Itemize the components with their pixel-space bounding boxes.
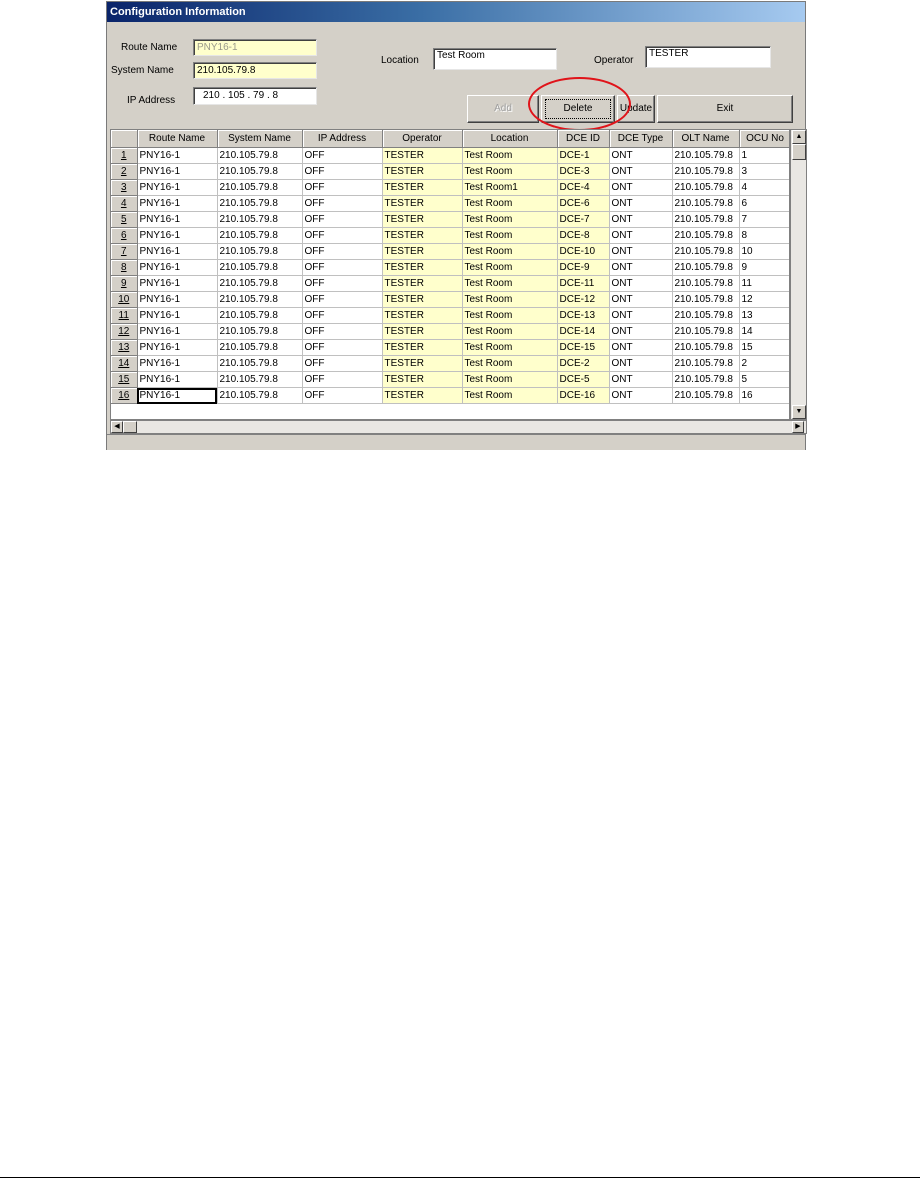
row-number[interactable]: 8 xyxy=(111,260,137,276)
table-cell-operator[interactable]: TESTER xyxy=(382,148,462,164)
table-cell-system[interactable]: 210.105.79.8 xyxy=(217,228,302,244)
table-cell-route[interactable]: PNY16-1 xyxy=(137,372,217,388)
table-cell-location[interactable]: Test Room xyxy=(462,340,557,356)
table-cell-route[interactable]: PNY16-1 xyxy=(137,180,217,196)
table-cell-ocu[interactable]: 7 xyxy=(739,212,790,228)
table-cell-dce-type[interactable]: ONT xyxy=(609,180,672,196)
table-cell-ip[interactable]: OFF xyxy=(302,388,382,404)
table-cell-dce-type[interactable]: ONT xyxy=(609,356,672,372)
table-cell-location[interactable]: Test Room xyxy=(462,228,557,244)
col-header[interactable]: Route Name xyxy=(137,130,217,148)
table-cell-dce-id[interactable]: DCE-7 xyxy=(557,212,609,228)
table-row[interactable] xyxy=(111,180,790,196)
col-header[interactable]: DCE Type xyxy=(609,130,672,148)
table-cell-dce-id[interactable]: DCE-6 xyxy=(557,196,609,212)
table-cell-operator[interactable]: TESTER xyxy=(382,260,462,276)
table-cell-operator[interactable]: TESTER xyxy=(382,228,462,244)
table-cell-system[interactable]: 210.105.79.8 xyxy=(217,356,302,372)
table-cell-dce-type[interactable]: ONT xyxy=(609,388,672,404)
table-cell-location[interactable]: Test Room xyxy=(462,196,557,212)
row-number[interactable]: 13 xyxy=(111,340,137,356)
table-cell-dce-type[interactable]: ONT xyxy=(609,244,672,260)
table-cell-system[interactable]: 210.105.79.8 xyxy=(217,324,302,340)
row-number[interactable]: 9 xyxy=(111,276,137,292)
arrow-left-icon[interactable]: ◀ xyxy=(111,421,123,433)
table-cell-ocu[interactable]: 2 xyxy=(739,356,790,372)
operator-label: Operator xyxy=(594,55,634,66)
col-header[interactable]: IP Address xyxy=(302,130,382,148)
arrow-down-icon[interactable]: ▼ xyxy=(792,405,806,419)
table-cell-olt[interactable]: 210.105.79.8 xyxy=(672,308,739,324)
table-cell-system[interactable]: 210.105.79.8 xyxy=(217,292,302,308)
table-cell-ip[interactable]: OFF xyxy=(302,340,382,356)
table-row[interactable] xyxy=(111,196,790,212)
table-cell-route[interactable]: PNY16-1 xyxy=(137,260,217,276)
arrow-up-icon[interactable]: ▲ xyxy=(792,130,806,144)
table-cell-location[interactable]: Test Room xyxy=(462,356,557,372)
table-cell-dce-id[interactable]: DCE-3 xyxy=(557,164,609,180)
table-cell-route[interactable]: PNY16-1 xyxy=(137,356,217,372)
table-cell-route[interactable]: PNY16-1 xyxy=(137,228,217,244)
col-header[interactable]: OLT Name xyxy=(672,130,739,148)
table-cell-system[interactable]: 210.105.79.8 xyxy=(217,260,302,276)
table-cell-system[interactable]: 210.105.79.8 xyxy=(217,276,302,292)
table-cell-dce-id[interactable]: DCE-13 xyxy=(557,308,609,324)
table-cell-location[interactable]: Test Room xyxy=(462,276,557,292)
col-header[interactable]: DCE ID xyxy=(557,130,609,148)
table-cell-ocu[interactable]: 12 xyxy=(739,292,790,308)
table-cell-dce-type[interactable]: ONT xyxy=(609,164,672,180)
table-cell-dce-type[interactable]: ONT xyxy=(609,212,672,228)
table-cell-dce-id[interactable]: DCE-1 xyxy=(557,148,609,164)
scroll-thumb[interactable] xyxy=(123,421,137,433)
horizontal-scrollbar[interactable] xyxy=(110,420,807,434)
table-cell-operator[interactable]: TESTER xyxy=(382,244,462,260)
table-cell-system[interactable]: 210.105.79.8 xyxy=(217,196,302,212)
table-cell-operator[interactable]: TESTER xyxy=(382,180,462,196)
table-cell-ocu[interactable]: 11 xyxy=(739,276,790,292)
table-row[interactable] xyxy=(111,260,790,276)
table-cell-dce-type[interactable]: ONT xyxy=(609,292,672,308)
table-cell-system[interactable]: 210.105.79.8 xyxy=(217,340,302,356)
col-header[interactable]: System Name xyxy=(217,130,302,148)
table-header-row xyxy=(111,130,790,148)
table-row[interactable] xyxy=(111,340,790,356)
table-cell-olt[interactable]: 210.105.79.8 xyxy=(672,276,739,292)
table-cell-location[interactable]: Test Room xyxy=(462,164,557,180)
table-cell-ip[interactable]: OFF xyxy=(302,356,382,372)
table-cell-operator[interactable]: TESTER xyxy=(382,276,462,292)
row-number[interactable]: 1 xyxy=(111,148,137,164)
arrow-right-icon[interactable]: ▶ xyxy=(792,421,804,433)
table-cell-olt[interactable]: 210.105.79.8 xyxy=(672,148,739,164)
table-cell-operator[interactable]: TESTER xyxy=(382,196,462,212)
row-number[interactable]: 11 xyxy=(111,308,137,324)
row-number[interactable]: 2 xyxy=(111,164,137,180)
table-cell-operator[interactable]: TESTER xyxy=(382,212,462,228)
table-cell-operator[interactable]: TESTER xyxy=(382,388,462,404)
table-cell-system[interactable]: 210.105.79.8 xyxy=(217,244,302,260)
table-cell-dce-type[interactable]: ONT xyxy=(609,276,672,292)
table-cell-ocu[interactable]: 13 xyxy=(739,308,790,324)
config-window xyxy=(106,1,806,450)
table-cell-operator[interactable]: TESTER xyxy=(382,308,462,324)
table-cell-system[interactable]: 210.105.79.8 xyxy=(217,212,302,228)
table-cell-dce-id[interactable]: DCE-11 xyxy=(557,276,609,292)
table-cell-dce-id[interactable]: DCE-14 xyxy=(557,324,609,340)
table-cell-ocu[interactable]: 9 xyxy=(739,260,790,276)
exit-button[interactable]: Exit xyxy=(657,95,793,123)
table-cell-olt[interactable]: 210.105.79.8 xyxy=(672,260,739,276)
table-cell-olt[interactable]: 210.105.79.8 xyxy=(672,388,739,404)
table-cell-location[interactable]: Test Room xyxy=(462,244,557,260)
row-number[interactable]: 10 xyxy=(111,292,137,308)
col-header[interactable]: Location xyxy=(462,130,557,148)
add-button[interactable]: Add xyxy=(467,95,539,123)
table-cell-olt[interactable]: 210.105.79.8 xyxy=(672,356,739,372)
config-table[interactable] xyxy=(110,129,790,420)
table-cell-system[interactable]: 210.105.79.8 xyxy=(217,164,302,180)
table-cell-ip[interactable]: OFF xyxy=(302,308,382,324)
table-cell-location[interactable]: Test Room xyxy=(462,324,557,340)
table-cell-route[interactable]: PNY16-1 xyxy=(137,244,217,260)
table-cell-location[interactable]: Test Room xyxy=(462,388,557,404)
table-cell-route[interactable]: PNY16-1 xyxy=(137,212,217,228)
row-number[interactable]: 15 xyxy=(111,372,137,388)
window-title: Configuration Information xyxy=(107,2,805,22)
table-cell-ip[interactable]: OFF xyxy=(302,212,382,228)
table-cell-ocu[interactable]: 16 xyxy=(739,388,790,404)
table-cell-dce-id[interactable]: DCE-8 xyxy=(557,228,609,244)
table-cell-ocu[interactable]: 5 xyxy=(739,372,790,388)
table-cell-route[interactable]: PNY16-1 xyxy=(137,388,217,404)
corner-cell xyxy=(111,130,137,148)
table-cell-route[interactable]: PNY16-1 xyxy=(137,148,217,164)
table-cell-dce-type[interactable]: ONT xyxy=(609,340,672,356)
table-cell-dce-id[interactable]: DCE-16 xyxy=(557,388,609,404)
table-cell-route[interactable]: PNY16-1 xyxy=(137,292,217,308)
table-cell-olt[interactable]: 210.105.79.8 xyxy=(672,324,739,340)
table-cell-olt[interactable]: 210.105.79.8 xyxy=(672,292,739,308)
system-name-field[interactable]: 210.105.79.8 xyxy=(193,62,317,79)
table-cell-ip[interactable]: OFF xyxy=(302,292,382,308)
table-cell-location[interactable]: Test Room1 xyxy=(462,180,557,196)
table-cell-location[interactable]: Test Room xyxy=(462,292,557,308)
row-number[interactable]: 7 xyxy=(111,244,137,260)
table-cell-ocu[interactable]: 4 xyxy=(739,180,790,196)
table-row[interactable] xyxy=(111,212,790,228)
row-number[interactable]: 16 xyxy=(111,388,137,404)
table-row[interactable] xyxy=(111,228,790,244)
table-cell-ocu[interactable]: 8 xyxy=(739,228,790,244)
table-row[interactable] xyxy=(111,356,790,372)
table-cell-operator[interactable]: TESTER xyxy=(382,372,462,388)
table-cell-ip[interactable]: OFF xyxy=(302,228,382,244)
row-number[interactable]: 14 xyxy=(111,356,137,372)
table-cell-ocu[interactable]: 15 xyxy=(739,340,790,356)
table-cell-dce-id[interactable]: DCE-4 xyxy=(557,180,609,196)
table-cell-olt[interactable]: 210.105.79.8 xyxy=(672,228,739,244)
table-row[interactable] xyxy=(111,164,790,180)
table-cell-operator[interactable]: TESTER xyxy=(382,340,462,356)
table-cell-ip[interactable]: OFF xyxy=(302,324,382,340)
table-row[interactable] xyxy=(111,388,790,404)
col-header[interactable]: OCU No xyxy=(739,130,790,148)
table-cell-route[interactable]: PNY16-1 xyxy=(137,340,217,356)
table-cell-operator[interactable]: TESTER xyxy=(382,292,462,308)
table-cell-route[interactable]: PNY16-1 xyxy=(137,308,217,324)
ip-address-field[interactable]: 210 . 105 . 79 . 8 xyxy=(193,87,317,105)
table-cell-location[interactable]: Test Room xyxy=(462,372,557,388)
table-row[interactable] xyxy=(111,292,790,308)
table-cell-operator[interactable]: TESTER xyxy=(382,324,462,340)
table-cell-dce-id[interactable]: DCE-9 xyxy=(557,260,609,276)
table-cell-ocu[interactable]: 3 xyxy=(739,164,790,180)
table-cell-ip[interactable]: OFF xyxy=(302,180,382,196)
table-row[interactable] xyxy=(111,148,790,164)
col-header[interactable]: Operator xyxy=(382,130,462,148)
table-cell-system[interactable]: 210.105.79.8 xyxy=(217,308,302,324)
location-label: Location xyxy=(381,55,419,66)
table-cell-dce-type[interactable]: ONT xyxy=(609,324,672,340)
table-cell-operator[interactable]: TESTER xyxy=(382,164,462,180)
table-cell-ip[interactable]: OFF xyxy=(302,164,382,180)
vertical-scrollbar[interactable] xyxy=(790,129,807,420)
table-cell-dce-type[interactable]: ONT xyxy=(609,260,672,276)
table-cell-route[interactable]: PNY16-1 xyxy=(137,164,217,180)
table-cell-dce-id[interactable]: DCE-10 xyxy=(557,244,609,260)
ip-address-label: IP Address xyxy=(127,95,176,106)
status-bar xyxy=(107,434,805,450)
route-name-label: Route Name xyxy=(121,42,178,53)
table-cell-operator[interactable]: TESTER xyxy=(382,356,462,372)
table-cell-olt[interactable]: 210.105.79.8 xyxy=(672,164,739,180)
system-name-label: System Name xyxy=(111,65,174,76)
update-button[interactable]: Update xyxy=(617,95,655,123)
row-number[interactable]: 6 xyxy=(111,228,137,244)
route-name-field[interactable]: PNY16-1 xyxy=(193,39,317,56)
row-number[interactable]: 4 xyxy=(111,196,137,212)
table-cell-dce-type[interactable]: ONT xyxy=(609,228,672,244)
location-field[interactable]: Test Room xyxy=(433,48,557,70)
table-cell-location[interactable]: Test Room xyxy=(462,260,557,276)
table-cell-ocu[interactable]: 10 xyxy=(739,244,790,260)
table-cell-ip[interactable]: OFF xyxy=(302,260,382,276)
table-cell-dce-id[interactable]: DCE-15 xyxy=(557,340,609,356)
scroll-thumb[interactable] xyxy=(792,144,806,160)
row-number[interactable]: 5 xyxy=(111,212,137,228)
table-cell-ocu[interactable]: 6 xyxy=(739,196,790,212)
table-cell-system[interactable]: 210.105.79.8 xyxy=(217,180,302,196)
table-cell-olt[interactable]: 210.105.79.8 xyxy=(672,212,739,228)
table-row[interactable] xyxy=(111,244,790,260)
table-cell-route[interactable]: PNY16-1 xyxy=(137,196,217,212)
row-number[interactable]: 12 xyxy=(111,324,137,340)
table-cell-olt[interactable]: 210.105.79.8 xyxy=(672,180,739,196)
table-cell-dce-id[interactable]: DCE-5 xyxy=(557,372,609,388)
table-row[interactable] xyxy=(111,276,790,292)
table-row[interactable] xyxy=(111,372,790,388)
table-cell-ip[interactable]: OFF xyxy=(302,148,382,164)
operator-field[interactable]: TESTER xyxy=(645,46,771,68)
table-cell-dce-type[interactable]: ONT xyxy=(609,372,672,388)
table-cell-dce-type[interactable]: ONT xyxy=(609,196,672,212)
table-cell-olt[interactable]: 210.105.79.8 xyxy=(672,372,739,388)
table-cell-dce-id[interactable]: DCE-2 xyxy=(557,356,609,372)
table-cell-dce-type[interactable]: ONT xyxy=(609,308,672,324)
table-cell-location[interactable]: Test Room xyxy=(462,148,557,164)
table-row[interactable] xyxy=(111,324,790,340)
table-cell-system[interactable]: 210.105.79.8 xyxy=(217,148,302,164)
table-cell-ip[interactable]: OFF xyxy=(302,196,382,212)
table-cell-olt[interactable]: 210.105.79.8 xyxy=(672,340,739,356)
table-cell-system[interactable]: 210.105.79.8 xyxy=(217,372,302,388)
delete-button[interactable]: Delete xyxy=(541,95,615,123)
table-cell-olt[interactable]: 210.105.79.8 xyxy=(672,244,739,260)
table-cell-route[interactable]: PNY16-1 xyxy=(137,276,217,292)
table-cell-dce-type[interactable]: ONT xyxy=(609,148,672,164)
table-cell-ocu[interactable]: 1 xyxy=(739,148,790,164)
table-cell-olt[interactable]: 210.105.79.8 xyxy=(672,196,739,212)
table-cell-ocu[interactable]: 14 xyxy=(739,324,790,340)
table-cell-system[interactable]: 210.105.79.8 xyxy=(217,388,302,404)
table-cell-location[interactable]: Test Room xyxy=(462,212,557,228)
table-cell-ip[interactable]: OFF xyxy=(302,244,382,260)
table-cell-location[interactable]: Test Room xyxy=(462,308,557,324)
table-cell-ip[interactable]: OFF xyxy=(302,276,382,292)
table-cell-dce-id[interactable]: DCE-12 xyxy=(557,292,609,308)
table-row[interactable] xyxy=(111,308,790,324)
table-cell-route[interactable]: PNY16-1 xyxy=(137,324,217,340)
row-number[interactable]: 3 xyxy=(111,180,137,196)
table-cell-ip[interactable]: OFF xyxy=(302,372,382,388)
